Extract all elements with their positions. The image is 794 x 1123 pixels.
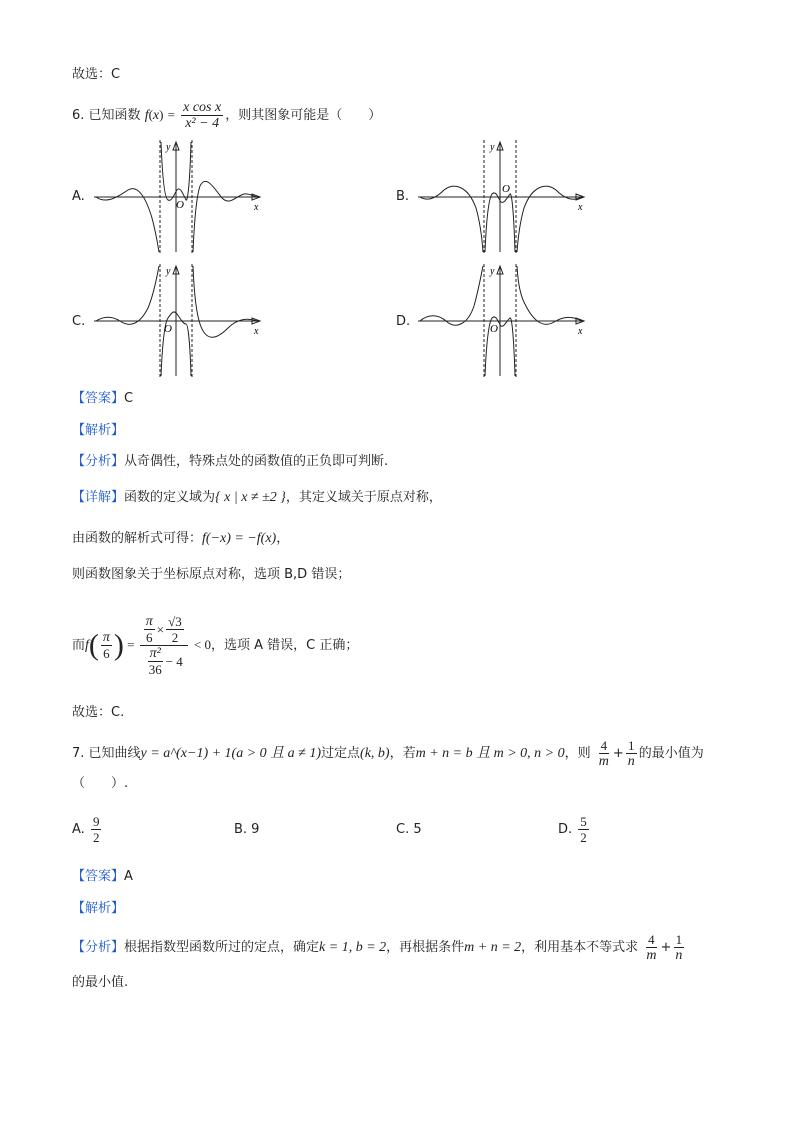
svg-text:O: O <box>490 323 498 335</box>
calc-6: 而f( $\frac{\pi}{6}$ ) = $\frac{\pi}{6}$ × $\frac{√3}{2}$ $\frac{\text{π²}}{36}$ − 4 < 0，选项 A 错误，C 正确； <box>72 614 359 677</box>
svg-text:x: x <box>578 326 583 337</box>
parse-6: 由函数的解析式可得：f(−x) = −f(x)， <box>72 531 290 546</box>
analysis-7: 【分析】根据指数型函数所过的定点，确定k = 1, b = 2，再根据条件m + n = 2，利用基本不等式求 $\frac{4}{m}$ + $\frac{1}{n}$ <box>72 932 683 963</box>
origin-label: O <box>176 199 184 211</box>
answer-7: 【答案】A <box>72 869 133 884</box>
graph-option-d <box>412 262 592 380</box>
analysis-heading-6: 【解析】 <box>72 423 125 438</box>
symmetry-6: 则函数图象关于坐标原点对称，选项 B,D 错误； <box>72 567 351 582</box>
svg-text:y: y <box>166 266 171 277</box>
question-7: 7. 已知曲线y = a^(x−1) + 1(a > 0 且 a ≠ 1)过定点(k, b)，若m + n = b 且 m > 0, n > 0，则 $\frac{4}{m}$ + $\frac{1}{n}$ 的最小值为 <box>72 738 704 769</box>
detail-6: 【详解】函数的定义域为{ x | x ≠ ±2 }，其定义域关于原点对称， <box>72 490 442 505</box>
q7-option-d[interactable]: D. $\frac{5}{2}$ <box>558 814 587 845</box>
analysis-heading-7: 【解析】 <box>72 901 125 916</box>
answer-6: 【答案】C <box>72 391 134 406</box>
option-d-label[interactable]: D. <box>396 314 411 329</box>
analysis-7-end: 的最小值. <box>72 975 129 990</box>
option-a-label[interactable]: A. <box>72 189 85 204</box>
q7-option-c[interactable]: C. 5 <box>396 822 422 837</box>
svg-text:O: O <box>502 183 510 195</box>
analysis-6: 【分析】从奇偶性，特殊点处的函数值的正负即可判断. <box>72 454 389 469</box>
svg-text:y: y <box>490 142 495 153</box>
q7-option-b[interactable]: B. 9 <box>234 822 260 837</box>
question-6: 6. 已知函数 f(x) = $\frac{\text{x cos x}}{\text{x² − 4}}$ ，则其图象可能是（ ） <box>72 100 382 131</box>
svg-text:x: x <box>254 326 259 337</box>
graph-option-a <box>88 138 268 256</box>
svg-text:x: x <box>578 202 583 213</box>
conclusion-6: 故选：C. <box>72 705 125 720</box>
fraction-f6: $\frac{\text{x cos x}}{\text{x² − 4}}$ <box>183 100 222 131</box>
big-fraction: $\frac{\pi}{6}$ × $\frac{√3}{2}$ $\frac{\text{π²}}{36}$ − 4 <box>140 614 188 677</box>
question-7-paren: （ ）. <box>72 776 129 791</box>
x-axis-label: x <box>254 202 259 213</box>
option-c-label[interactable]: C. <box>72 314 86 329</box>
graph-option-b <box>412 138 592 256</box>
y-axis-label: y <box>166 142 171 153</box>
svg-text:O: O <box>164 323 172 335</box>
graph-option-c <box>88 262 268 380</box>
option-b-label[interactable]: B. <box>396 189 410 204</box>
conclusion-line: 故选：C <box>72 67 121 82</box>
svg-text:y: y <box>490 266 495 277</box>
q7-option-a[interactable]: A. $\frac{9}{2}$ <box>72 814 100 845</box>
